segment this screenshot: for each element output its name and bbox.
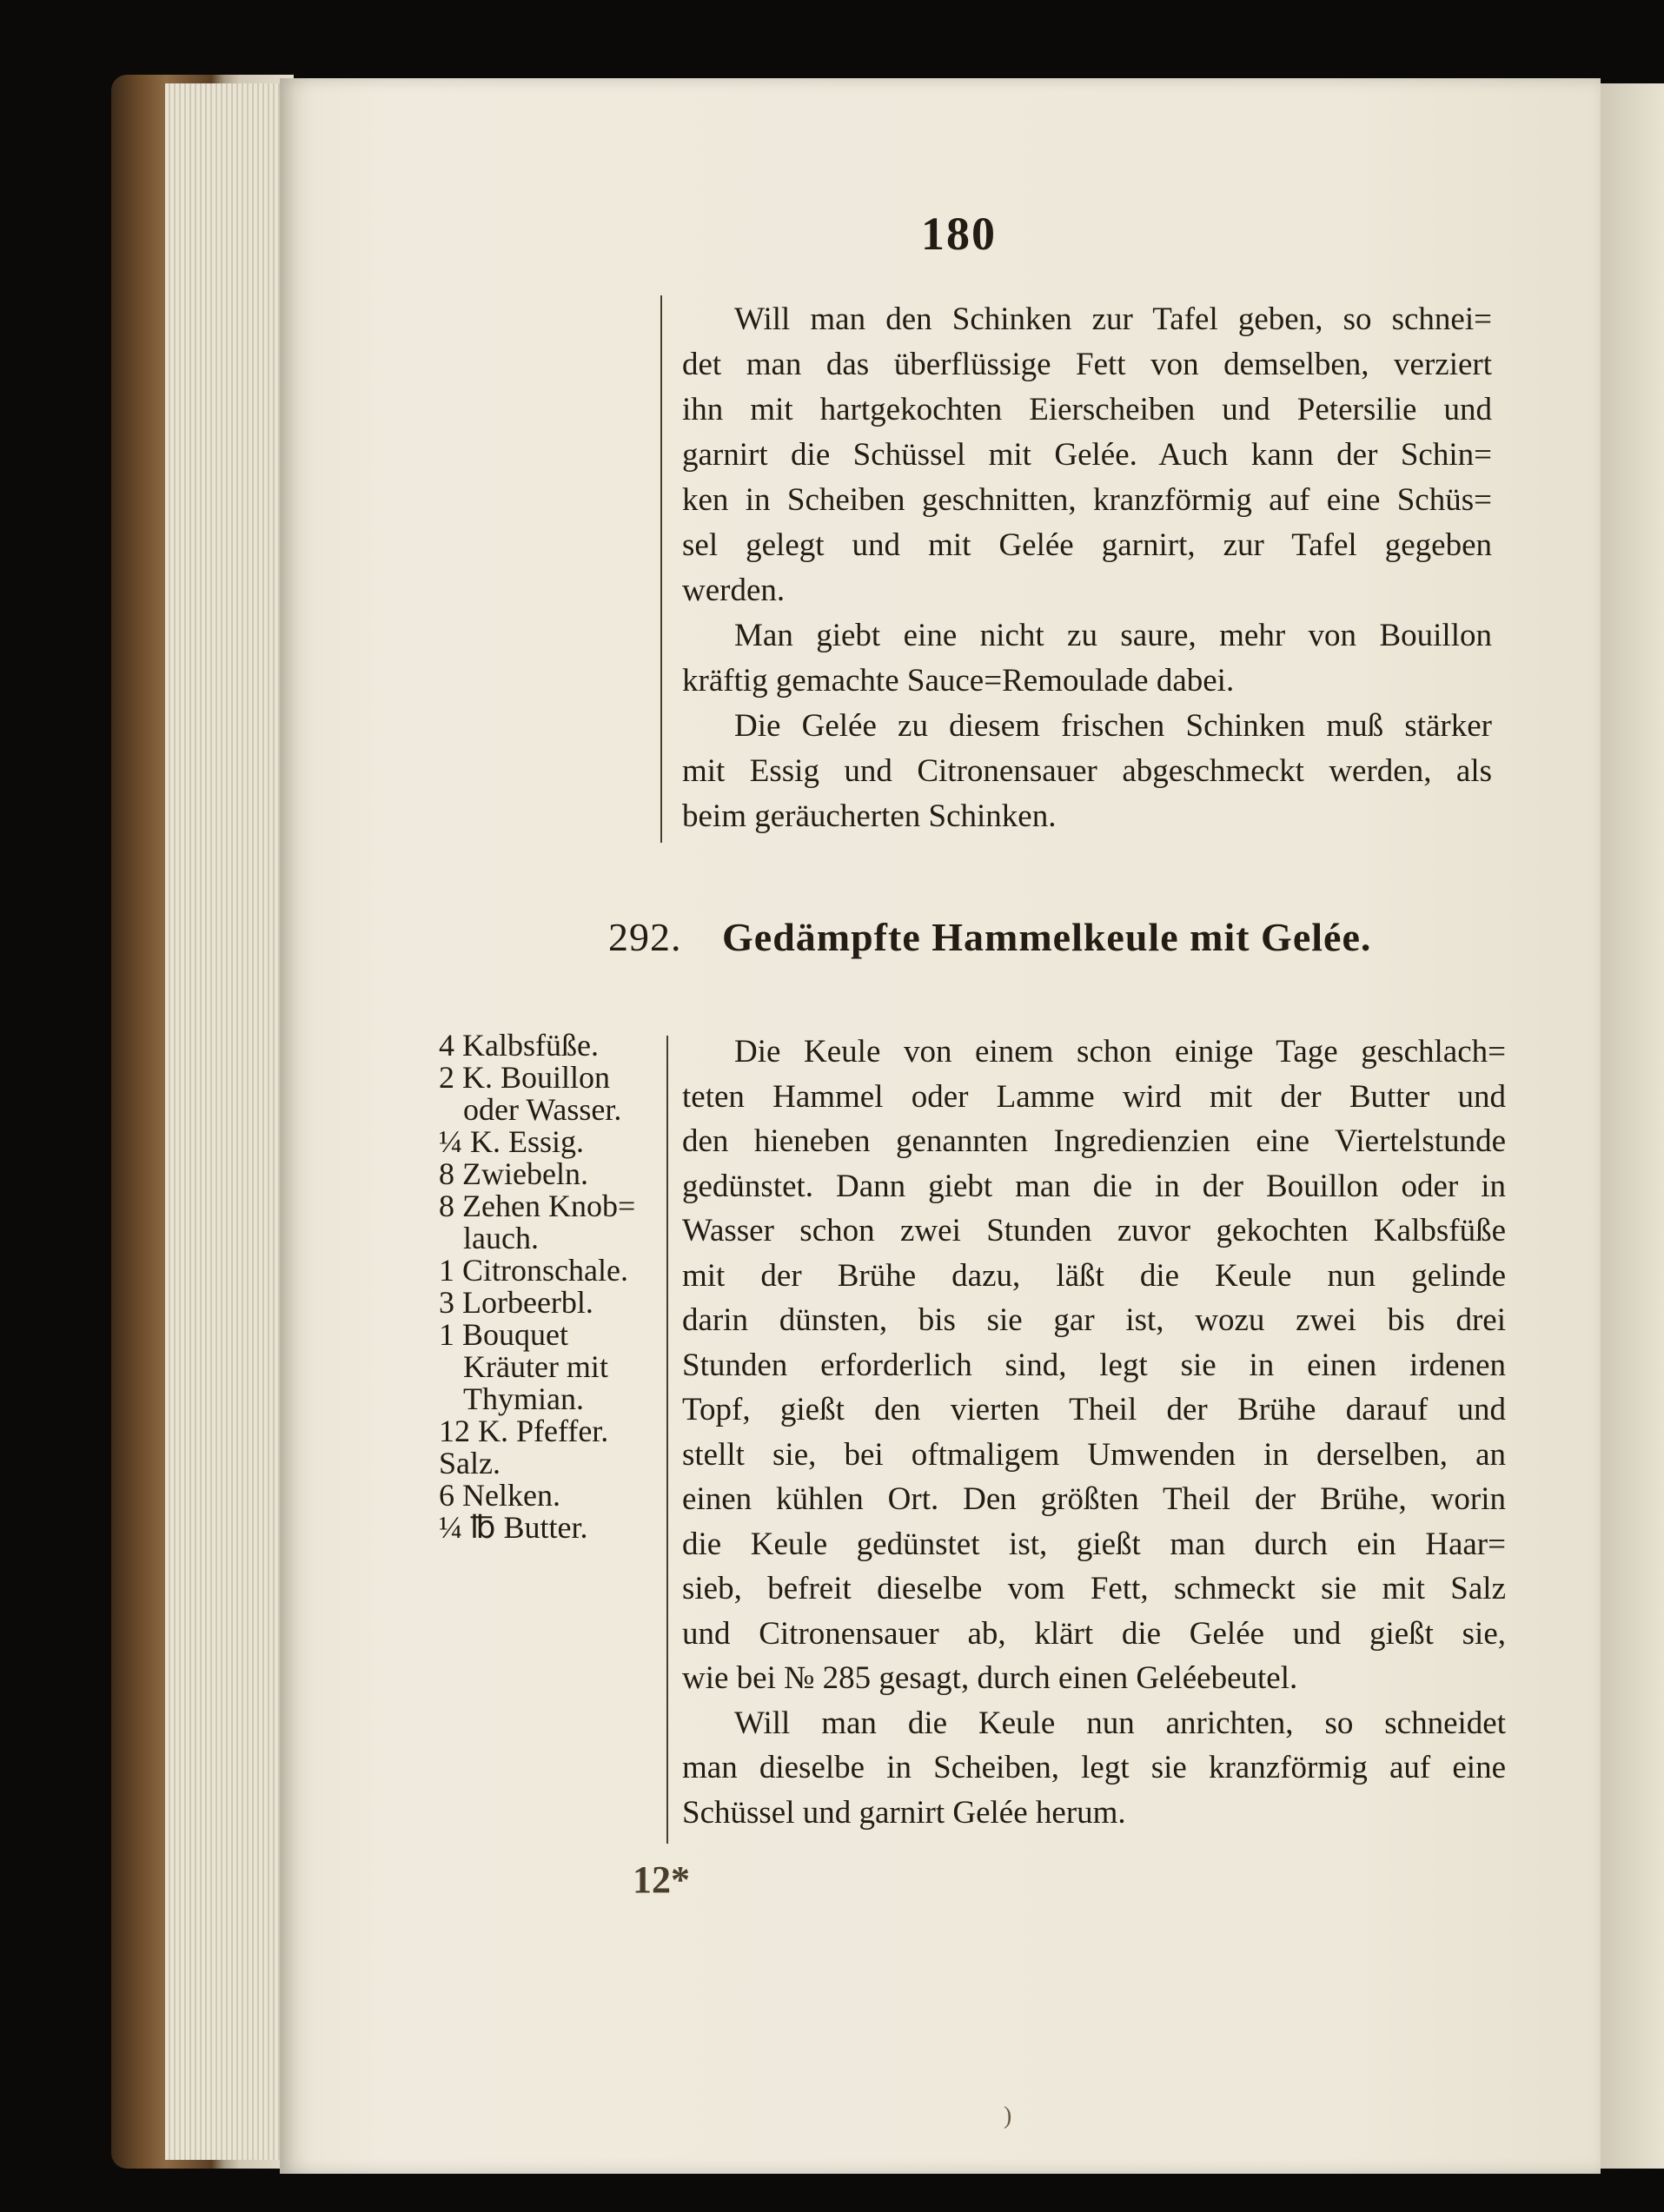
bottom-mark: ) <box>1004 2103 1012 2129</box>
text-line: Will man den Schinken zur Tafel geben, so schnei= <box>734 301 1492 337</box>
text-line: ken in Scheiben geschnitten, kranzförmig auf eine Schüs= <box>682 482 1492 518</box>
text-line: Wasser schon zwei Stunden zuvor gekochten Kalbsfüße <box>682 1213 1506 1248</box>
text-line: sieb, befreit dieselbe vom Fett, schmeckt sie mit Salz <box>682 1571 1506 1606</box>
text-line: den hieneben genannten Ingredienzien eine Viertelstunde <box>682 1123 1506 1159</box>
text-line: mit der Brühe dazu, läßt die Keule nun gelinde <box>682 1257 1506 1294</box>
recipe-number: 292. <box>608 915 682 959</box>
ingredient: Salz. <box>439 1446 501 1480</box>
text-line: kräftig gemachte Sauce=Remoulade dabei. <box>682 663 1235 699</box>
ingredient: Kräuter mit <box>463 1349 608 1384</box>
text-line: Will man die Keule nun anrichten, so schneidet <box>734 1705 1506 1741</box>
ingredient: 1 Citronschale. <box>439 1253 628 1288</box>
text-line: Topf, gießt den vierten Theil der Brühe darauf und <box>682 1392 1506 1427</box>
ingredient: oder Wasser. <box>463 1092 622 1127</box>
ingredient: 8 Zwiebeln. <box>439 1156 588 1191</box>
text-line: Man giebt eine nicht zu saure, mehr von Bouillon <box>734 618 1492 653</box>
text-line: wie bei № 285 gesagt, durch einen Geléebeutel. <box>682 1660 1298 1696</box>
ingredient: ¼ ℔ Butter. <box>439 1510 588 1545</box>
text-line: Die Gelée zu diesem frischen Schinken muß stärker <box>734 708 1492 744</box>
text-line: Schüssel und garnirt Gelée herum. <box>682 1794 1126 1831</box>
ingredient: Thymian. <box>463 1381 584 1416</box>
text-line: teten Hammel oder Lamme wird mit der Butter und <box>682 1078 1506 1115</box>
text-line: werden. <box>682 573 786 608</box>
text-line: einen kühlen Ort. Den größten Theil der Brühe, worin <box>682 1481 1506 1517</box>
paragraph <box>682 613 1492 704</box>
column-rule-top <box>660 295 662 843</box>
text-line: Stunden erforderlich sind, legt sie in einen irdenen <box>682 1347 1506 1383</box>
ingredient: 6 Nelken. <box>439 1478 560 1513</box>
section1-text <box>682 297 1492 839</box>
ingredient: 8 Zehen Knob= <box>439 1189 636 1223</box>
paragraph <box>682 1701 1506 1836</box>
page-number: 180 <box>921 208 997 260</box>
text-line: und Citronensauer ab, klärt die Gelée und gießt sie, <box>682 1615 1506 1652</box>
ingredient: lauch. <box>463 1221 539 1255</box>
ingredient: ¼ K. Essig. <box>439 1124 585 1159</box>
ingredient: 4 Kalbsfüße. <box>439 1028 599 1063</box>
text-line: det man das überflüssige Fett von demselben, verziert <box>682 347 1492 382</box>
column-rule-recipe <box>666 1036 668 1844</box>
recipe-text <box>682 1030 1506 1835</box>
text-line: ihn mit hartgekochten Eierscheiben und Petersilie und <box>682 392 1492 427</box>
text-line: mit Essig und Citronensauer abgeschmeckt werden, als <box>682 753 1492 789</box>
text-line: gedünstet. Dann giebt man die in der Bouillon oder in <box>682 1168 1506 1204</box>
paragraph <box>682 704 1492 839</box>
text-line: garnirt die Schüssel mit Gelée. Auch kann der Schin= <box>682 437 1492 473</box>
text-line: Die Keule von einem schon einige Tage geschlach= <box>734 1034 1506 1070</box>
text-line: stellt sie, bei oftmaligem Umwenden in derselben, an <box>682 1436 1506 1473</box>
ingredient: 2 K. Bouillon <box>439 1060 611 1095</box>
paragraph <box>682 297 1492 613</box>
recipe-heading <box>608 914 1371 960</box>
page-stack <box>165 83 295 2160</box>
ingredient: 12 K. Pfeffer. <box>439 1414 609 1448</box>
recipe-title: Gedämpfte Hammelkeule mit Gelée. <box>722 915 1372 959</box>
text-line: die Keule gedünstet ist, gießt man durch ein Haar= <box>682 1526 1506 1562</box>
signature-mark: 12* <box>633 1858 690 1901</box>
text-line: beim geräucherten Schinken. <box>682 798 1057 834</box>
text-line: sel gelegt und mit Gelée garnirt, zur Tafel gegeben <box>682 527 1492 563</box>
text-line: darin dünsten, bis sie gar ist, wozu zwei bis drei <box>682 1302 1506 1338</box>
paragraph <box>682 1030 1506 1701</box>
ingredient: 1 Bouquet <box>439 1317 568 1352</box>
ingredients-list <box>439 1030 665 1544</box>
text-line: man dieselbe in Scheiben, legt sie kranzförmig auf eine <box>682 1750 1506 1785</box>
ingredient: 3 Lorbeerbl. <box>439 1285 593 1320</box>
facing-page-edge <box>1601 83 1664 2169</box>
